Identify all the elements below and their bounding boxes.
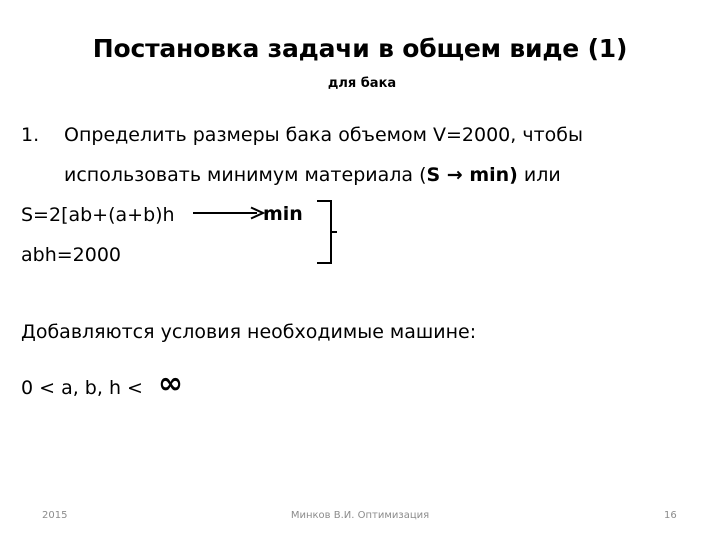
list-item-line-1: Определить размеры бака объемом V=2000, чтобы [64,124,583,146]
system-bracket [316,200,338,270]
footer-page-number: 16 [664,510,677,521]
line-2-suffix: или [517,164,561,186]
list-item-line-2 [64,166,561,185]
footer-year: 2015 [42,510,68,521]
inequality-text: 0 < a, b, h < [21,377,143,399]
objective-bold: S → min) [426,164,518,186]
arrow-right-icon [193,206,265,220]
volume-formula: abh=2000 [21,244,122,266]
line-2-prefix: использовать минимум материала ( [64,164,427,186]
footer-author: Минков В.И. Оптимизация [290,510,430,521]
slide-subtitle: для бака [327,76,397,91]
conditions-heading: Добавляются условия необходимые машине: [21,321,477,343]
slide-title: Постановка задачи в общем виде (1) [92,34,628,63]
list-item-number: 1. [21,124,40,146]
min-label: min [263,203,303,225]
infinity-icon: ∞ [158,366,183,401]
surface-formula: S=2[ab+(a+b)h [21,204,175,226]
